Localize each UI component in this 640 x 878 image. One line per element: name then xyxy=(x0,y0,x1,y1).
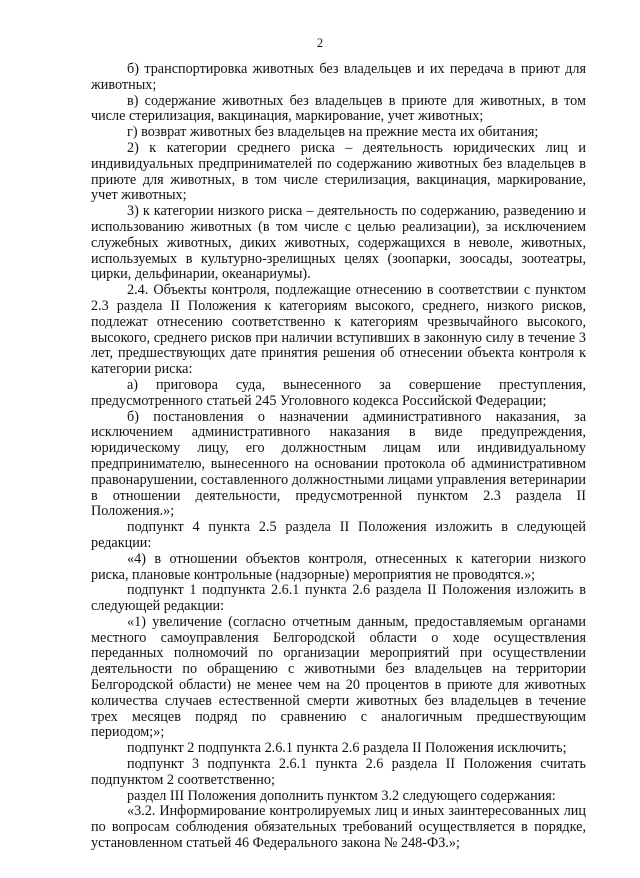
page-number: 2 xyxy=(316,36,324,50)
paragraph: подпункт 4 пункта 2.5 раздела II Положения изложить в следующей редакции: xyxy=(91,519,586,551)
paragraph: в) содержание животных без владельцев в приюте для животных, в том числе стерилизация, вакцинация, маркирование, учет животных; xyxy=(91,92,586,125)
paragraph: подпункт 3 подпункта 2.6.1 пункта 2.6 раздела II Положения считать подпунктом 2 соответственно; xyxy=(91,756,586,788)
paragraph: 3) к категории низкого риска – деятельность по содержанию, разведению и использованию животных (в том числе с целью реализации), за исключением служебных животных, диких животных, содержащихся в неволе, животных, используемых в культурно-зрелищных целях (зоопарки, зоосады, зоотеатры, цирки, дельфинарии, океанариумы). xyxy=(91,203,586,283)
paragraph: а) приговора суда, вынесенного за совершение преступления, предусмотренного статьей 245 Уголовного кодекса Российской Федерации; xyxy=(91,376,586,409)
paragraph: 2) к категории среднего риска – деятельность юридических лиц и индивидуальных предпринимателей по содержанию животных без владельцев в приюте для животных, в том числе стерилизация, вакцинация, маркирование, учет животных; xyxy=(91,139,586,204)
paragraph: б) постановления о назначении административного наказания, за исключением административного наказания в виде предупреждения, юридическому лицу, его должностным лицам или индивидуальному предпринимателю, вынесенного на основании протокола об административном правонарушении, составленного должностными лицами управления ветеринарии в отношении деятельности, предусмотренной пунктом 2.3 раздела II Положения.»; xyxy=(91,408,586,520)
document-body xyxy=(91,62,586,852)
paragraph: 2.4. Объекты контроля, подлежащие отнесению в соответствии с пунктом 2.3 раздела II Положения к категориям высокого, среднего, низкого рисков, подлежат отнесению соответственно к категориям чрезвычайного высокого, высокого, среднего рисков при наличии вступивших в законную силу в течение 3 лет, предшествующих дате принятия решения об отнесении объекта контроля к категории риска: xyxy=(91,282,586,378)
paragraph: подпункт 2 подпункта 2.6.1 пункта 2.6 раздела II Положения исключить; xyxy=(127,740,567,757)
paragraph: б) транспортировка животных без владельцев и их передача в приют для животных; xyxy=(91,61,586,93)
paragraph: подпункт 1 подпункта 2.6.1 пункта 2.6 раздела II Положения изложить в следующей редакции: xyxy=(91,582,586,615)
paragraph: г) возврат животных без владельцев на прежние места их обитания; xyxy=(127,124,539,141)
paragraph: «4) в отношении объектов контроля, отнесенных к категории низкого риска, плановые контрольные (надзорные) мероприятия не проводятся.»; xyxy=(91,550,586,583)
paragraph: «3.2. Информирование контролируемых лиц и иных заинтересованных лиц по вопросам соблюдения обязательных требований осуществляется в порядке, установленном статьей 46 Федерального закона № 248-ФЗ.»; xyxy=(91,803,586,852)
paragraph: «1) увеличение (согласно отчетным данным, предоставляемым органами местного самоуправления Белгородской области о ходе осуществления переданных полномочий по организации мероприятий при осуществлении деятельности по обращению с животными без владельцев на территории Белгородской области) не менее чем на 20 процентов в приюте для животных количества случаев естественной смерти животных без владельцев в течение трех месяцев подряд по сравнению с аналогичным предшествующим периодом;»; xyxy=(91,613,586,741)
paragraph: раздел III Положения дополнить пунктом 3.2 следующего содержания: xyxy=(127,787,556,804)
